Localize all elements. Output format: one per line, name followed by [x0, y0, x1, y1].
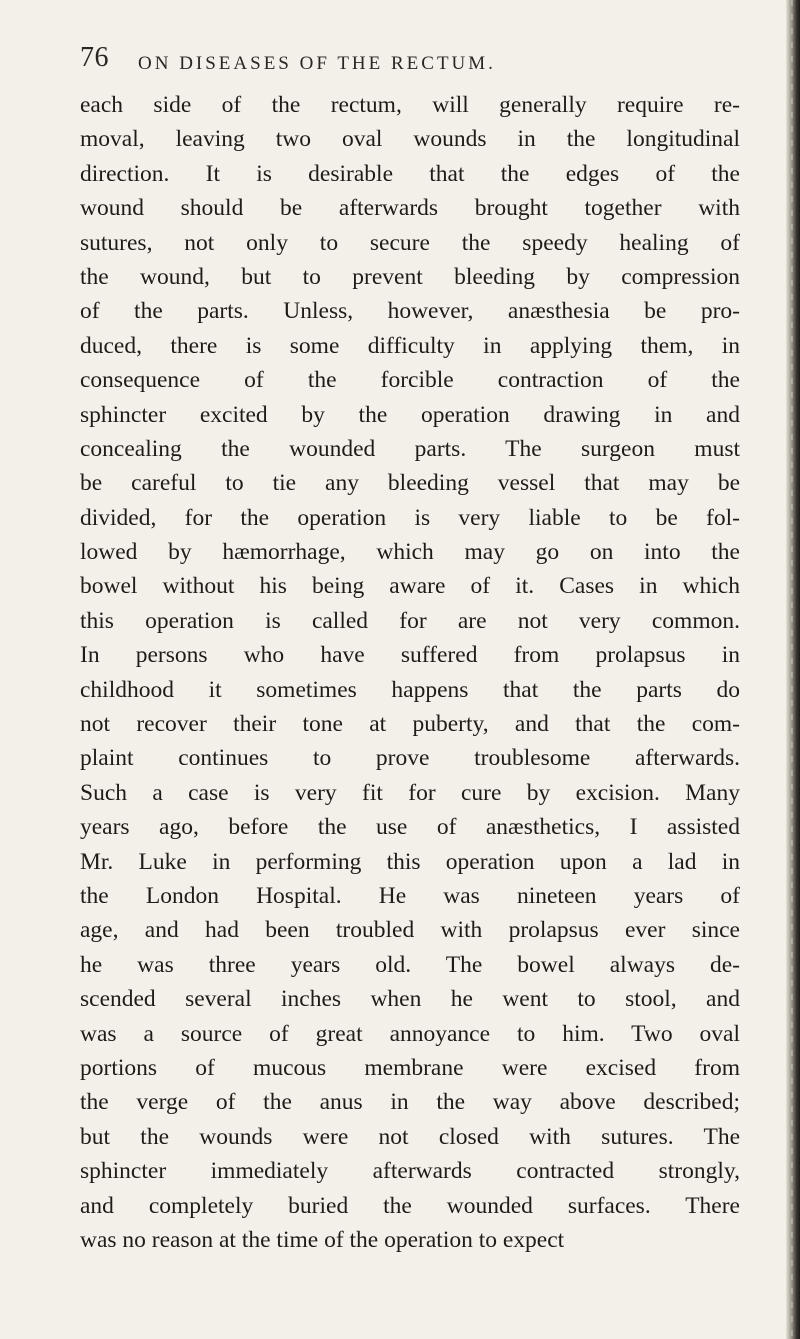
text-line: scended several inches when he went to stool, and — [80, 986, 740, 1013]
text-line: moval, leaving two oval wounds in the longitudinal — [80, 126, 740, 153]
text-line: concealing the wounded parts. The surgeon must — [80, 435, 740, 462]
text-line: bowel without his being aware of it. Cases in which — [80, 573, 740, 600]
text-line: was no reason at the time of the operation to expect — [80, 1226, 565, 1253]
text-line: wound should be afterwards brought together with — [80, 195, 740, 222]
text-line: he was three years old. The bowel always de- — [80, 951, 740, 978]
text-line: consequence of the forcible contraction of the — [80, 367, 740, 394]
text-line: In persons who have suffered from prolapsus in — [80, 642, 740, 669]
text-line: and completely buried the wounded surfaces. There — [80, 1192, 740, 1219]
text-line: Mr. Luke in performing this operation upon a lad in — [80, 848, 740, 875]
page-binding-edge — [786, 0, 800, 1339]
text-line: the wound, but to prevent bleeding by compression — [80, 263, 740, 290]
text-line: this operation is called for are not very common. — [80, 607, 740, 634]
page-number: 76 — [80, 42, 109, 73]
text-line: sphincter immediately afterwards contracted strongly, — [80, 1158, 740, 1185]
text-line: childhood it sometimes happens that the parts do — [80, 676, 740, 703]
text-line: sutures, not only to secure the speedy healing of — [80, 229, 740, 256]
text-line: sphincter excited by the operation drawing in and — [80, 401, 740, 428]
text-line: age, and had been troubled with prolapsus ever since — [80, 917, 740, 944]
text-line: divided, for the operation is very liable to be fol- — [80, 504, 740, 531]
text-line: each side of the rectum, will generally require re- — [80, 92, 740, 118]
text-line: but the wounds were not closed with sutures. The — [80, 1123, 740, 1150]
text-line: portions of mucous membrane were excised from — [80, 1054, 740, 1081]
text-line: the verge of the anus in the way above described; — [80, 1089, 740, 1116]
text-line: was a source of great annoyance to him. Two oval — [80, 1020, 740, 1047]
text-line: Such a case is very fit for cure by excision. Many — [80, 779, 740, 806]
text-line: lowed by hæmorrhage, which may go on into the — [80, 539, 740, 566]
text-line: of the parts. Unless, however, anæsthesia be pro- — [80, 298, 740, 325]
text-line: plaint continues to prove troublesome afterwards. — [80, 745, 740, 772]
body-text — [80, 88, 740, 1257]
text-line: duced, there is some difficulty in applying them, in — [80, 332, 740, 359]
text-line: years ago, before the use of anæsthetics, I assisted — [80, 814, 740, 841]
text-line: not recover their tone at puberty, and that the com- — [80, 711, 740, 738]
text-line: the London Hospital. He was nineteen years of — [80, 882, 740, 909]
text-line: direction. It is desirable that the edges of the — [80, 160, 740, 187]
text-line: be careful to tie any bleeding vessel that may be — [80, 470, 740, 497]
running-head: ON DISEASES OF THE RECTUM. — [138, 53, 496, 74]
